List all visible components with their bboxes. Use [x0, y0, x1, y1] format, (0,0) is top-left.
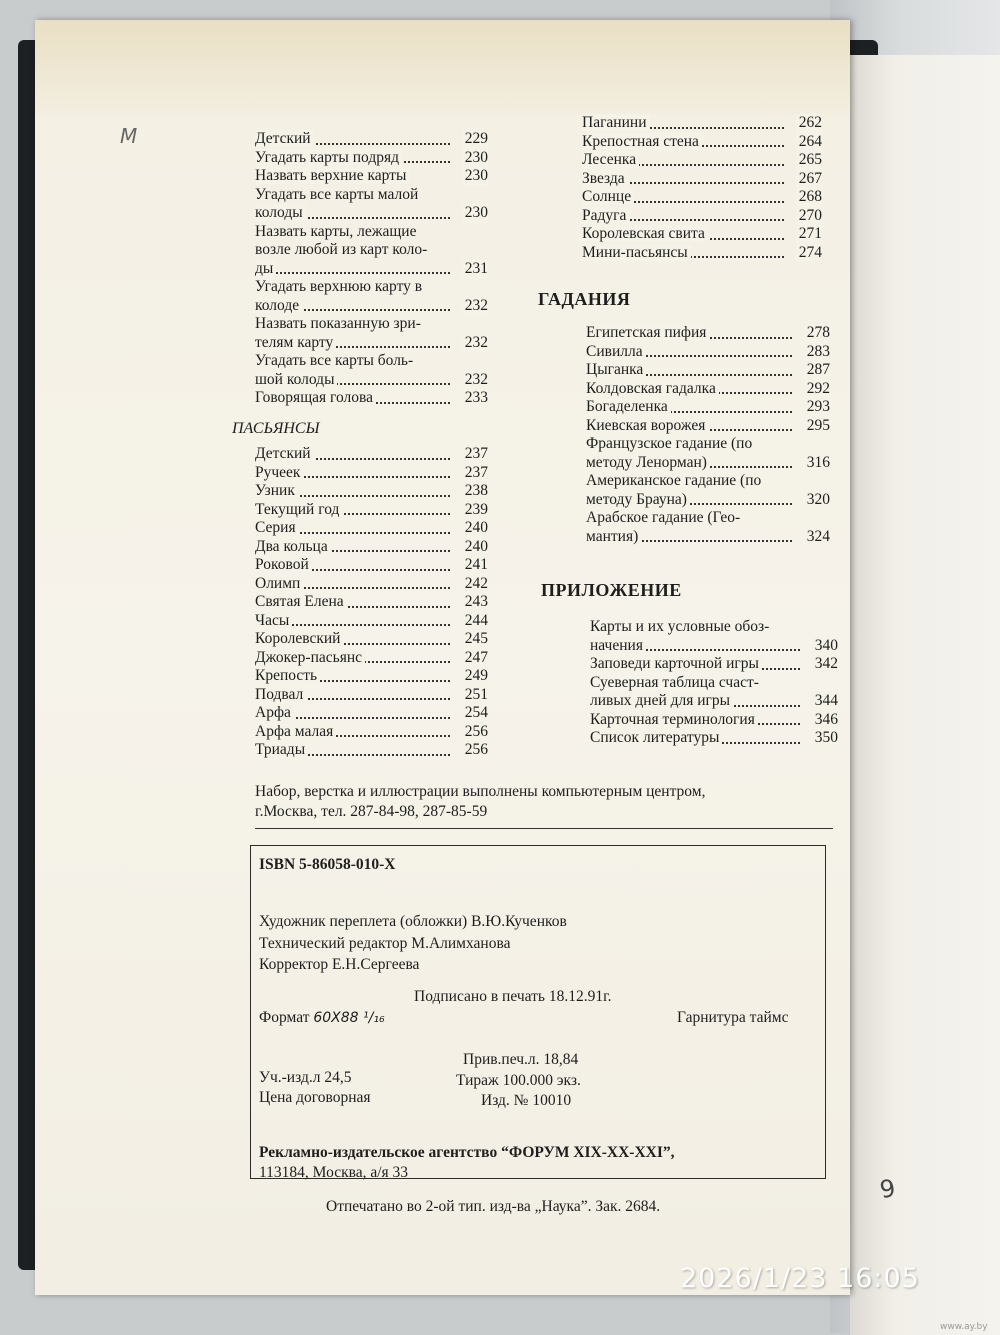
- toc-entry-text: Паганини: [582, 114, 650, 131]
- toc-entry-text-cont: телям карту: [255, 334, 336, 351]
- toc-entry-text: Арфа: [255, 704, 294, 721]
- toc-entry: [255, 464, 488, 483]
- section-title-divination: ГАДАНИЯ: [538, 289, 631, 309]
- toc-entry-page: 287: [804, 361, 830, 380]
- credits-line-2: г.Москва, тел. 287-84-98, 287-85-59: [255, 803, 488, 820]
- toc-entry: [255, 482, 488, 501]
- toc-entry: [255, 297, 488, 316]
- toc-entry-page: 265: [796, 151, 822, 170]
- toc-entry-page: 232: [462, 297, 488, 316]
- toc-entry-text: Угадать все карты боль-: [255, 352, 414, 369]
- toc-entry: [255, 149, 488, 168]
- toc-entry-page: 292: [804, 380, 830, 399]
- toc-entry-page: 274: [796, 244, 822, 263]
- leader-dots: [255, 272, 450, 274]
- toc-entry-text: Солнце: [582, 188, 634, 205]
- toc-entry: [255, 630, 488, 649]
- toc-entry: [590, 711, 838, 730]
- toc-entry-page: 256: [462, 723, 488, 742]
- tech-editor: Технический редактор М.Алимханова: [259, 935, 511, 952]
- toc-entry: [255, 556, 488, 575]
- toc-entry-page: 346: [812, 711, 838, 730]
- handwritten-mark: M: [120, 124, 138, 148]
- toc-appendix-column: [590, 618, 838, 748]
- toc-entry-page: 230: [462, 167, 488, 186]
- toc-entry-text: Назвать карты, лежащие: [255, 222, 417, 240]
- toc-entry-page: 295: [804, 417, 830, 436]
- format-value: 60X88 ¹/₁₆: [313, 1010, 385, 1026]
- toc-entry-page: 268: [796, 188, 822, 207]
- price: Цена договорная: [259, 1089, 371, 1106]
- toc-entry-page: 231: [462, 260, 488, 279]
- toc-entry-page: 233: [462, 389, 488, 408]
- toc-entry-text: Радуга: [582, 207, 629, 224]
- toc-entry-text: Часы: [255, 612, 292, 629]
- toc-entry-text: Египетская пифия: [586, 324, 709, 341]
- toc-entry-page: 267: [796, 170, 822, 189]
- toc-entry: [590, 692, 838, 711]
- toc-entry: [586, 454, 830, 473]
- toc-entry: [255, 612, 488, 631]
- toc-entry: [255, 501, 488, 520]
- toc-entry-text-cont: методу Брауна): [586, 491, 690, 508]
- toc-entry-page: 264: [796, 133, 822, 152]
- toc-entry-text: Лесенка: [582, 151, 639, 168]
- toc-entry-page: 238: [462, 482, 488, 501]
- toc-entry-text: Текущий год: [255, 501, 342, 518]
- toc-solitaires-column: [255, 445, 488, 760]
- toc-entry: [255, 649, 488, 668]
- toc-entry: [586, 491, 830, 510]
- toc-right-column: [582, 114, 822, 262]
- toc-entry-page: 240: [462, 519, 488, 538]
- toc-entry-text: Крепостная стена: [582, 133, 702, 150]
- toc-entry: [586, 343, 830, 362]
- section-title-appendix: ПРИЛОЖЕНИЕ: [541, 580, 682, 600]
- toc-entry: [255, 667, 488, 686]
- toc-entry-page: 243: [462, 593, 488, 612]
- toc-entry-text: Арфа малая: [255, 723, 336, 740]
- toc-entry-page: 256: [462, 741, 488, 760]
- toc-entry-page: 293: [804, 398, 830, 417]
- toc-entry: [586, 528, 830, 547]
- section-title-solitaires: ПАСЬЯНСЫ: [232, 420, 320, 437]
- toc-entry-page: 344: [812, 692, 838, 711]
- toc-entry-text: Цыганка: [586, 361, 646, 378]
- publisher-address: 113184, Москва, а/я 33: [259, 1164, 409, 1181]
- print-run: Тираж 100.000 экз.: [456, 1072, 581, 1089]
- toc-entry-text: Святая Елена: [255, 593, 347, 610]
- toc-entry-text: Детский: [255, 130, 314, 147]
- toc-entry-text: Угадать карты подряд: [255, 149, 402, 166]
- toc-entry: [586, 361, 830, 380]
- toc-entry: [255, 519, 488, 538]
- toc-entry-text: Суеверная таблица счаст-: [590, 673, 759, 691]
- toc-entry-text: Звезда: [582, 170, 628, 187]
- margin-note: 9: [877, 1173, 898, 1205]
- toc-entry: [582, 188, 822, 207]
- toc-entry: [255, 260, 488, 279]
- toc-entry-page: 340: [812, 637, 838, 656]
- toc-entry-text-cont: ды: [255, 260, 276, 277]
- toc-entry-page: 271: [796, 225, 822, 244]
- corrector: Корректор Е.Н.Сергеева: [259, 956, 420, 973]
- divider: [255, 828, 833, 829]
- toc-entry: [586, 417, 830, 436]
- toc-entry-text: Карточная терминология: [590, 711, 758, 728]
- toc-entry-page: 254: [462, 704, 488, 723]
- toc-entry-text: Угадать все карты малой: [255, 185, 419, 203]
- toc-entry-text: Крепость: [255, 667, 320, 684]
- toc-entry: [255, 130, 488, 149]
- toc-entry-page: 245: [462, 630, 488, 649]
- toc-entry-text: Колдовская гадалка: [586, 380, 719, 397]
- toc-entry: [255, 704, 488, 723]
- toc-entry: [255, 686, 488, 705]
- toc-entry-text: Триады: [255, 741, 308, 758]
- toc-entry: [586, 398, 830, 417]
- toc-entry-text-cont: ливых дней для игры: [590, 692, 733, 709]
- toc-entry-page: 278: [804, 324, 830, 343]
- toc-entry: [586, 380, 830, 399]
- toc-entry-text-cont: возле любой из карт коло-: [255, 241, 428, 258]
- facing-page: [850, 55, 1000, 1335]
- toc-entry-text: Роковой: [255, 556, 312, 573]
- cover-artist: Художник переплета (обложки) В.Ю.Кученков: [259, 913, 567, 930]
- toc-entry-text: Киевская ворожея: [586, 417, 708, 434]
- credits: [255, 782, 705, 822]
- toc-entry: [590, 655, 838, 674]
- typeface: Гарнитура таймс: [677, 1009, 789, 1026]
- toc-entry-text: Заповеди карточной игры: [590, 655, 762, 672]
- toc-entry-text: Назвать показанную зри-: [255, 315, 421, 332]
- toc-entry-text: Карты и их условные обоз-: [590, 618, 770, 635]
- credits-line-1: Набор, верстка и иллюстрации выполнены компьютерным центром,: [255, 783, 706, 800]
- toc-entry-page: 229: [462, 130, 488, 149]
- toc-entry-text: Ручеек: [255, 464, 303, 481]
- printer-footer: Отпечатано во 2-ой тип. изд-ва „Наука”. Зак. 2684.: [326, 1198, 661, 1215]
- toc-entry-text-cont: методу Ленорман): [586, 454, 710, 471]
- toc-entry-page: 316: [804, 454, 830, 473]
- toc-entry-text-cont: шой колоды: [255, 371, 337, 388]
- toc-entry-text: Арабское гадание (Гео-: [586, 509, 741, 526]
- toc-entry-text: Серия: [255, 519, 299, 536]
- toc-entry: [255, 334, 488, 353]
- toc-entry: [255, 741, 488, 760]
- toc-entry-page: 283: [804, 343, 830, 362]
- toc-entry: [255, 204, 488, 223]
- toc-entry-text: Список литературы: [590, 729, 722, 746]
- toc-entry: [255, 371, 488, 390]
- toc-entry-page: 240: [462, 538, 488, 557]
- toc-entry-page: 249: [462, 667, 488, 686]
- toc-entry: [255, 167, 488, 186]
- toc-entry: [255, 575, 488, 594]
- toc-entry-page: 237: [462, 445, 488, 464]
- toc-entry-page: 350: [812, 729, 838, 748]
- toc-entry-page: 230: [462, 204, 488, 223]
- toc-entry-page: 241: [462, 556, 488, 575]
- format-label: Формат: [259, 1009, 310, 1026]
- toc-entry-text: Угадать верхнюю карту в: [255, 278, 423, 295]
- toc-entry: [582, 207, 822, 226]
- photo-timestamp: 2026/1/23 16:05: [680, 1263, 920, 1294]
- toc-entry: [590, 637, 838, 656]
- toc-entry-text: Два кольца: [255, 538, 331, 555]
- toc-entry-page: 244: [462, 612, 488, 631]
- toc-entry-page: 262: [796, 114, 822, 133]
- toc-entry-page: 342: [812, 655, 838, 674]
- toc-entry-page: 324: [804, 528, 830, 547]
- toc-entry-text: Мини-пасьянсы: [582, 244, 691, 261]
- toc-entry-text-cont: начения: [590, 637, 646, 654]
- publisher-sheets: Уч.-изд.л 24,5: [259, 1069, 352, 1086]
- imprint-box: [250, 845, 826, 1179]
- toc-entry-page: 251: [462, 686, 488, 705]
- publisher: Рекламно-издательское агентство “ФОРУМ XIX-XX-XXI”,: [259, 1144, 675, 1161]
- toc-entry-page: 230: [462, 149, 488, 168]
- toc-entry: [582, 133, 822, 152]
- publication-number: Изд. № 10010: [481, 1092, 572, 1109]
- toc-entry-text-cont: мантия): [586, 528, 641, 545]
- toc-entry-text: Олимп: [255, 575, 303, 592]
- toc-entry-page: 242: [462, 575, 488, 594]
- toc-entry-text: Подвал: [255, 686, 306, 703]
- toc-entry-text: Богаделенка: [586, 398, 671, 415]
- toc-entry-text-cont: колоде: [255, 297, 302, 314]
- toc-entry: [582, 114, 822, 133]
- toc-entry: [590, 729, 838, 748]
- toc-entry-text: Говорящая голова: [255, 389, 376, 406]
- toc-entry-text: Назвать верхние карты: [255, 167, 409, 184]
- toc-entry: [582, 151, 822, 170]
- toc-entry: [582, 170, 822, 189]
- toc-entry-text: Американское гадание (по: [586, 472, 762, 489]
- toc-entry-page: 232: [462, 334, 488, 353]
- toc-entry-page: 270: [796, 207, 822, 226]
- toc-entry: [255, 538, 488, 557]
- toc-entry-text: Джокер-пасьянс: [255, 649, 365, 666]
- format-line: [259, 1009, 385, 1027]
- toc-entry: [586, 324, 830, 343]
- toc-entry-text-cont: колоды: [255, 204, 306, 221]
- toc-entry: [255, 445, 488, 464]
- toc-entry-text: Узник: [255, 482, 298, 499]
- watermark: www.ay.by: [940, 1322, 988, 1332]
- toc-entry: [255, 593, 488, 612]
- isbn: ISBN 5-86058-010-X: [259, 856, 396, 873]
- toc-divination-column: [586, 324, 830, 546]
- toc-entry-page: 239: [462, 501, 488, 520]
- toc-entry-page: 232: [462, 371, 488, 390]
- toc-left-column: [255, 130, 488, 408]
- toc-entry-text: Королевский: [255, 630, 343, 647]
- toc-entry: [255, 723, 488, 742]
- toc-entry-text: Французское гадание (по: [586, 435, 753, 452]
- toc-entry: [582, 244, 822, 263]
- print-sheets: Прив.печ.л. 18,84: [463, 1051, 579, 1068]
- toc-entry-text: Детский: [255, 445, 314, 462]
- toc-entry-page: 237: [462, 464, 488, 483]
- page-top-yellowing: [35, 20, 850, 115]
- toc-entry: [582, 225, 822, 244]
- toc-entry: [255, 389, 488, 408]
- toc-entry-text: Королевская свита: [582, 225, 708, 242]
- toc-entry-page: 247: [462, 649, 488, 668]
- toc-entry-page: 320: [804, 491, 830, 510]
- signed-date: Подписано в печать 18.12.91г.: [414, 988, 612, 1005]
- toc-entry-text: Сивилла: [586, 343, 646, 360]
